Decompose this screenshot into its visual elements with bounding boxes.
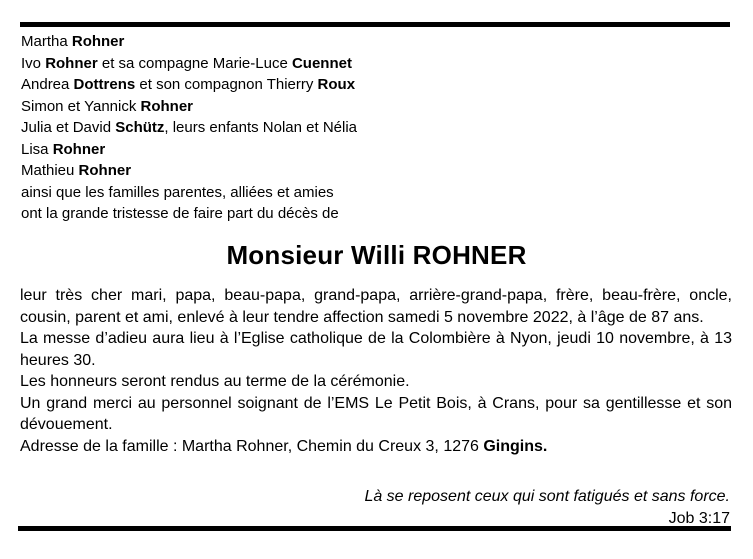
- text-segment: et sa compagne Marie-Luce: [97, 54, 292, 72]
- text-segment: ont la grande tristesse de faire part du décès de: [21, 205, 339, 222]
- scripture-reference: Job 3:17: [668, 509, 730, 527]
- text-segment: Un grand merci au personnel soignant de l’EMS Le Petit Bois, à Crans, pour sa gentillesse et son dévouement.: [20, 394, 732, 433]
- body-paragraph: [20, 328, 732, 371]
- text-segment: Martha: [21, 33, 72, 50]
- body-paragraph: [20, 393, 732, 436]
- family-line: [21, 74, 721, 96]
- family-line: [21, 53, 721, 75]
- quote-block: [20, 486, 730, 529]
- family-line: [21, 139, 721, 161]
- text-segment: Adresse de la famille : Martha Rohner, Chemin du Creux 3, 1276: [20, 437, 484, 455]
- relatives-line: [21, 182, 721, 204]
- body-paragraph: [20, 285, 732, 328]
- surname-emphasis: Rohner: [52, 140, 106, 158]
- text-segment: Ivo: [21, 54, 46, 72]
- top-divider: [20, 22, 730, 27]
- text-segment: leur très cher mari, papa, beau-papa, grand-papa, arrière-grand-papa, frère, beau-frère, oncle, cousin, parent et ami, enlevé à leur tendre affection samedi 5 novembre 2022, à l’âge de 87 ans.: [20, 287, 732, 326]
- text-segment: Simon et Yannick: [21, 97, 141, 115]
- text-segment: Andrea: [21, 76, 74, 93]
- announcement-intro-line: [21, 203, 721, 225]
- body-paragraph: [20, 371, 732, 393]
- text-segment: , leurs enfants Nolan et Nélia: [164, 119, 357, 136]
- surname-emphasis: Rohner: [71, 33, 125, 50]
- surname-emphasis: Rohner: [140, 97, 194, 115]
- text-segment: ainsi que les familles parentes, alliées et amies: [21, 183, 334, 201]
- family-address-paragraph: [20, 436, 732, 458]
- scripture-quote: Là se reposent ceux qui sont fatigués et sans force.: [364, 488, 730, 505]
- announcement-body: [20, 285, 732, 457]
- surname-emphasis: Cuennet: [291, 54, 352, 72]
- bottom-divider: [18, 526, 731, 531]
- deceased-name-title: Monsieur Willi ROHNER: [226, 240, 527, 270]
- text-segment: et son compagnon Thierry: [135, 76, 318, 93]
- text-segment: Les honneurs seront rendus au terme de la cérémonie.: [20, 373, 410, 390]
- text-segment: Mathieu: [21, 162, 79, 179]
- family-line: [21, 31, 721, 53]
- family-line: [21, 160, 721, 182]
- surname-emphasis: Rohner: [78, 162, 132, 179]
- surname-emphasis: Rohner: [45, 54, 98, 72]
- text-segment: Lisa: [21, 140, 53, 158]
- family-line: [21, 96, 721, 118]
- surname-emphasis: Roux: [317, 76, 356, 93]
- text-segment: La messe d’adieu aura lieu à l’Eglise catholique de la Colombière à Nyon, jeudi 10 novembre, à 13 heures 30.: [20, 330, 732, 369]
- text-segment: Julia et David: [21, 119, 116, 136]
- surname-emphasis: Schütz: [115, 119, 165, 136]
- family-names-list: [21, 31, 721, 225]
- surname-emphasis: Dottrens: [73, 76, 136, 93]
- family-line: [21, 117, 721, 139]
- surname-emphasis: Gingins.: [483, 437, 548, 455]
